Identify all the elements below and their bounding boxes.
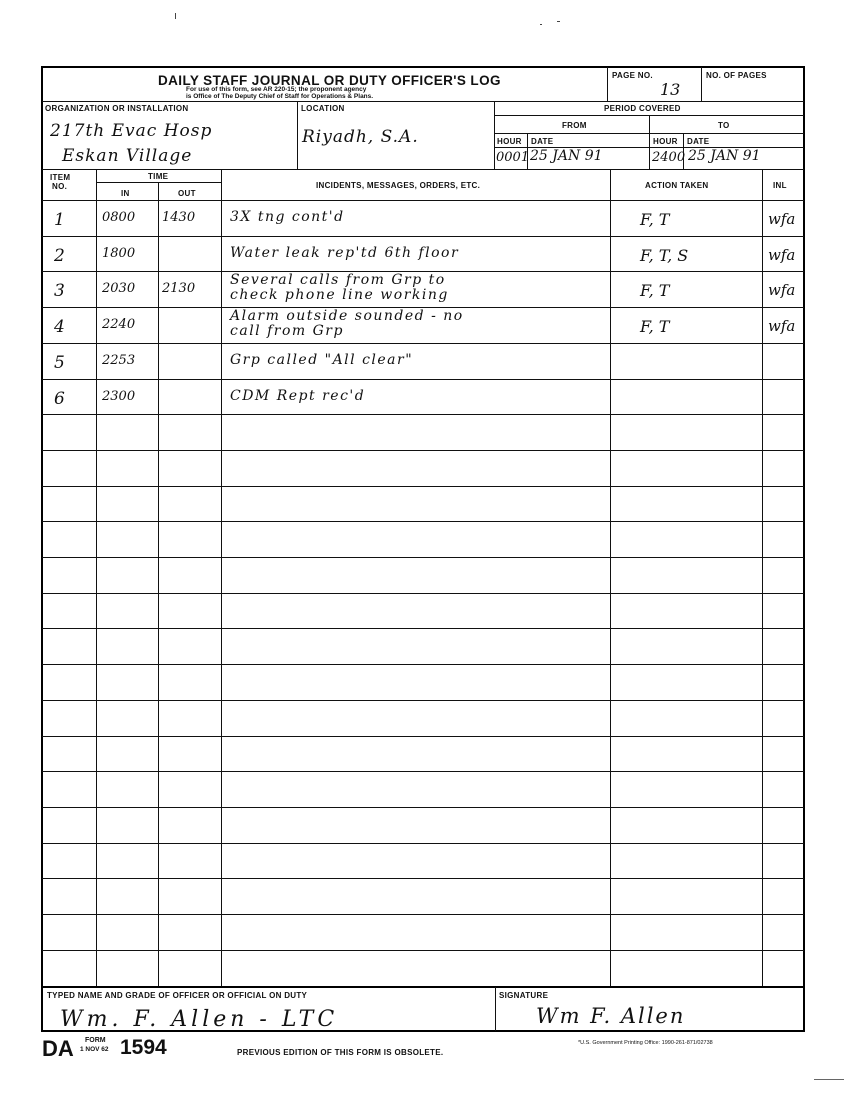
row-line: [42, 807, 804, 808]
row-line: [42, 950, 804, 951]
item-label-1: ITEM: [50, 173, 71, 182]
entry-incident-text: CDM Rept rec'd: [230, 387, 366, 404]
table-bottom: [42, 986, 804, 988]
entry-time-out: 2130: [162, 281, 196, 297]
column-header-bottom: [42, 200, 804, 201]
stray-mark: [175, 13, 176, 19]
time-sub-line: [96, 182, 222, 183]
row-line: [42, 557, 804, 558]
entry-time-in: 0800: [102, 210, 136, 225]
row-line: [42, 343, 804, 344]
entry-item-no: 6: [54, 388, 65, 409]
entry-incident-text: Alarm outside sounded - no: [230, 308, 464, 325]
gpo-note: *U.S. Government Printing Office: 1990-261-871/02738: [578, 1040, 713, 1046]
row-line: [42, 771, 804, 772]
signature-divider: [495, 987, 496, 1031]
officer-value: Wm. F. Allen - LTC: [60, 1007, 339, 1032]
stray-mark: [557, 21, 560, 22]
no-pages-divider: [701, 67, 702, 102]
incidents-label: INCIDENTS, MESSAGES, ORDERS, ETC.: [316, 181, 481, 190]
title-row-bottom: [42, 101, 804, 102]
page-no-value: 13: [660, 80, 681, 99]
row-line: [42, 486, 804, 487]
time-in-label: IN: [121, 189, 130, 198]
form-title: DAILY STAFF JOURNAL OR DUTY OFFICER'S LOG: [158, 73, 501, 88]
row-line: [42, 700, 804, 701]
entry-time-in: 2030: [102, 281, 136, 297]
to-hour-value: 2400: [652, 150, 686, 165]
no-of-pages-label: NO. OF PAGES: [706, 71, 767, 80]
from-hour-label: HOUR: [497, 137, 522, 146]
entry-initials: wfa: [768, 210, 796, 228]
frame-top: [41, 66, 804, 68]
officer-label: TYPED NAME AND GRADE OF OFFICER OR OFFICIAL ON DUTY: [47, 991, 308, 1000]
entry-time-in: 1800: [102, 245, 136, 261]
row-line: [42, 236, 804, 237]
entry-time-in: 2240: [102, 317, 136, 333]
row-line: [42, 593, 804, 594]
col-line-item: [96, 169, 97, 986]
entry-item-no: 4: [54, 317, 65, 338]
entry-initials: wfa: [768, 317, 796, 336]
stray-mark: [540, 24, 542, 25]
to-hour-label: HOUR: [653, 137, 678, 146]
frame-right: [803, 66, 805, 1031]
entry-action: F, T: [640, 281, 670, 301]
entry-incident-text: check phone line working: [230, 287, 449, 304]
org-value-line1: 217th Evac Hosp: [50, 121, 213, 141]
entry-item-no: 1: [54, 210, 65, 230]
from-date-value: 25 JAN 91: [530, 148, 603, 164]
col-line-out: [221, 169, 222, 986]
page-no-divider: [607, 67, 608, 102]
item-label-2: NO.: [52, 182, 68, 191]
entry-item-no: 3: [54, 281, 65, 302]
form-subtitle-1: For use of this form, see AR 220-15; the proponent agency: [186, 86, 367, 93]
initials-label: INL: [773, 181, 787, 190]
period-divider: [494, 101, 495, 169]
entry-time-in: 2300: [102, 388, 136, 404]
row-line: [42, 664, 804, 665]
row-line: [42, 628, 804, 629]
entry-time-in: 2253: [102, 352, 136, 368]
entry-incident-text: Several calls from Grp to: [230, 272, 446, 289]
row-line: [42, 521, 804, 522]
entry-item-no: 5: [54, 352, 65, 373]
form-date: 1 NOV 62: [80, 1046, 109, 1053]
row-line: [42, 414, 804, 415]
col-line-action: [762, 169, 763, 986]
row-line: [42, 878, 804, 879]
location-divider: [297, 101, 298, 169]
org-value-line2: Eskan Village: [62, 146, 193, 166]
time-label: TIME: [148, 172, 169, 181]
signature-value: Wm F. Allen: [536, 1004, 686, 1028]
to-date-label: DATE: [687, 137, 710, 146]
entry-time-out: 1430: [162, 210, 196, 225]
location-label: LOCATION: [301, 104, 345, 113]
org-label: ORGANIZATION OR INSTALLATION: [45, 104, 189, 113]
entry-action: F, T: [640, 210, 670, 229]
entry-incident-text: Grp called "All clear": [230, 351, 414, 368]
page-no-label: PAGE NO.: [612, 71, 653, 80]
entry-action: F, T, S: [640, 245, 689, 265]
time-out-label: OUT: [178, 189, 196, 198]
to-label: TO: [718, 121, 730, 130]
entry-initials: wfa: [768, 245, 796, 264]
from-to-divider: [649, 115, 650, 169]
row-line: [42, 450, 804, 451]
row-line: [42, 379, 804, 380]
entry-incident-text: call from Grp: [230, 323, 344, 340]
row-line: [42, 736, 804, 737]
location-value: Riyadh, S.A.: [302, 127, 419, 147]
header-bottom: [42, 169, 804, 170]
action-taken-label: ACTION TAKEN: [645, 181, 709, 190]
col-line-incidents: [610, 169, 611, 986]
entry-initials: wfa: [768, 281, 796, 300]
to-date-value: 25 JAN 91: [688, 148, 761, 164]
row-line: [42, 914, 804, 915]
form-number: 1594: [120, 1036, 167, 1059]
from-date-label: DATE: [531, 137, 554, 146]
from-hour-value: 0001: [496, 150, 530, 165]
form-da: DA: [42, 1036, 74, 1061]
previous-edition-note: PREVIOUS EDITION OF THIS FORM IS OBSOLETE.: [237, 1048, 444, 1057]
signature-label: SIGNATURE: [499, 991, 549, 1000]
row-line: [42, 843, 804, 844]
entry-item-no: 2: [54, 245, 65, 266]
frame-left: [41, 66, 43, 1031]
fromto-label-bottom: [494, 133, 804, 134]
period-covered-label: PERIOD COVERED: [604, 104, 681, 113]
col-line-in: [158, 182, 159, 986]
entry-incident-text: 3X tng cont'd: [230, 209, 345, 225]
entry-action: F, T: [640, 317, 670, 337]
form-subtitle-2: is Office of The Deputy Chief of Staff for Operations & Plans.: [186, 93, 374, 100]
form-word: FORM: [85, 1037, 106, 1044]
entry-incident-text: Water leak rep'td 6th floor: [230, 244, 460, 261]
from-label: FROM: [562, 121, 587, 130]
stray-mark: [814, 1079, 844, 1080]
